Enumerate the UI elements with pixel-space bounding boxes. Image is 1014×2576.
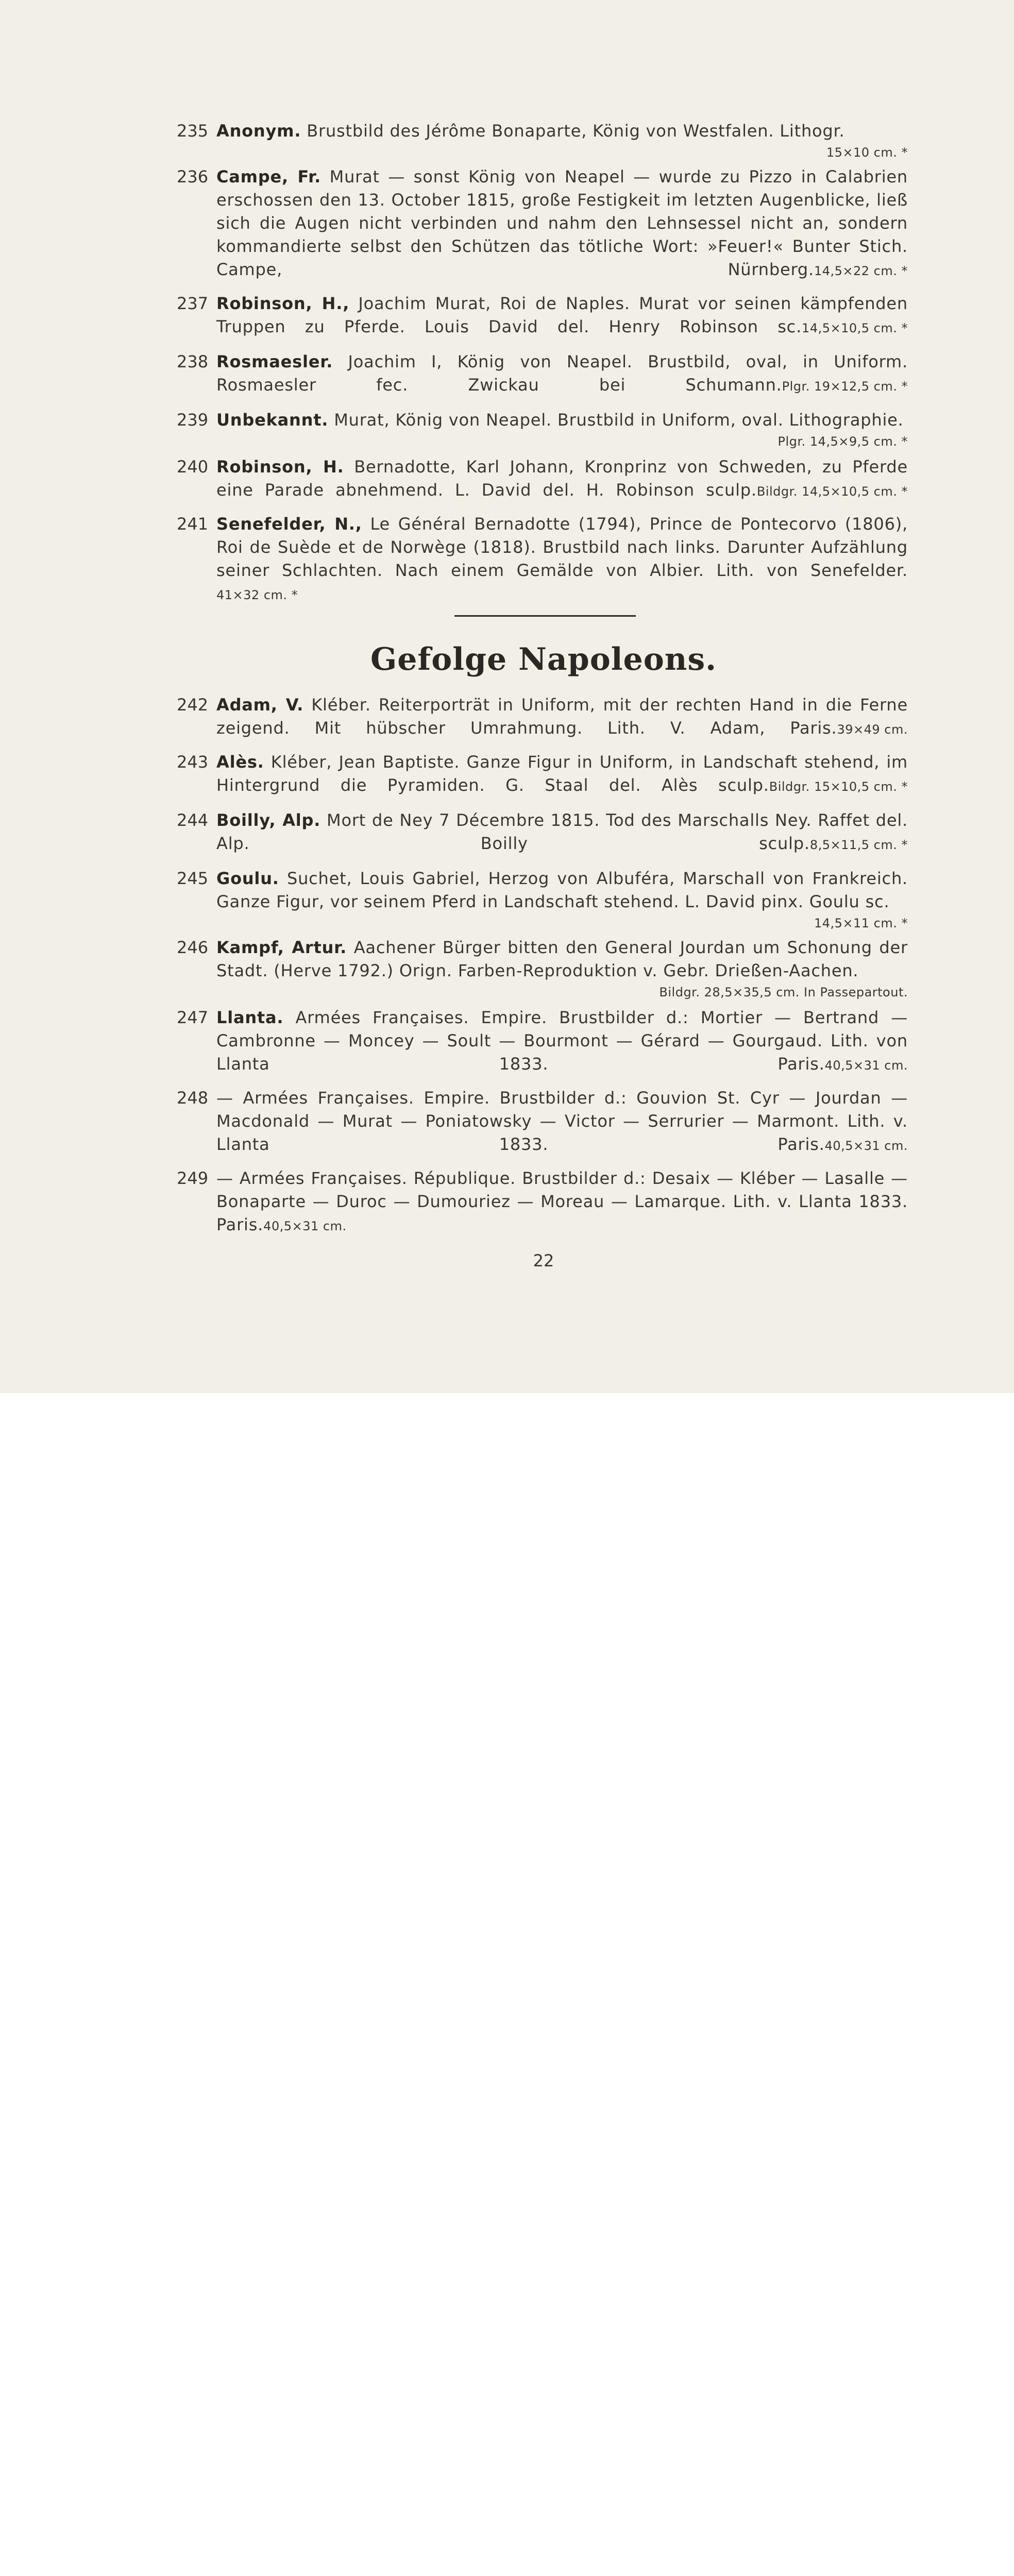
section-divider <box>454 615 636 617</box>
catalog-entry <box>177 1087 914 1158</box>
entry-measurement: Bildgr. 15×10,5 cm. * <box>769 779 908 794</box>
catalog-entries-top <box>177 120 914 615</box>
entry-number: 240 <box>177 457 209 477</box>
entry-measurement: Plgr. 14,5×9,5 cm. * <box>778 434 908 449</box>
entry-description: Brustbild des Jérôme Bonaparte, König von Westfalen. Lithogr. <box>301 121 845 141</box>
entry-text <box>216 809 908 857</box>
entry-measurement: 40,5×31 cm. <box>824 1139 908 1153</box>
entry-text <box>216 867 908 913</box>
entry-artist-name: Rosmaesler. <box>216 352 333 371</box>
entry-artist-name: Unbekannt. <box>216 410 329 430</box>
entry-number: 238 <box>177 352 209 371</box>
entry-description: Kléber. Reiterporträt in Uniform, mit der rechten Hand in die Ferne zeigend. Mit hübscher Umrahmung. Lith. V. Adam, Paris. <box>216 695 908 738</box>
entry-artist-name: Anonym. <box>216 121 301 141</box>
catalog-entry <box>177 936 914 1002</box>
entry-description: Bernadotte, Karl Johann, Kronprinz von Schweden, zu Pferde eine Parade abnehmend. L. David del. H. Robinson sculp. <box>216 457 908 500</box>
catalog-entry <box>177 165 914 283</box>
footer-bar <box>0 1393 1014 1476</box>
entry-description: Murat, König von Neapel. Brustbild in Uniform, oval. Lithographie. <box>328 410 904 430</box>
entry-text <box>216 120 908 143</box>
catalog-entry <box>177 455 914 503</box>
entry-measurement: 15×10 cm. * <box>826 145 908 160</box>
entry-number: 241 <box>177 514 209 534</box>
entry-description: Suchet, Louis Gabriel, Herzog von Albuféra, Marschall von Frankreich. Ganze Figur, vor seinem Pferd in Landschaft stehend. L. David pinx. Goulu sc. <box>216 869 908 911</box>
entry-description: — Armées Françaises. République. Brustbilder d.: Desaix — Kléber — Lasalle — Bonaparte — Duroc — Dumouriez — Moreau — Lamarque. Lith. v. Llanta 1833. Paris. <box>216 1168 908 1234</box>
section-title: Gefolge Napoleons. <box>370 641 717 677</box>
catalog-entry <box>177 1167 914 1238</box>
catalog-entry <box>177 809 914 857</box>
entry-artist-name: Robinson, H. <box>216 457 344 477</box>
entry-text <box>216 693 908 741</box>
entry-artist-name: Robinson, H., <box>216 294 350 313</box>
catalog-entry <box>177 693 914 741</box>
entry-number: 237 <box>177 294 209 313</box>
entry-measurement: Plgr. 19×12,5 cm. * <box>782 379 908 394</box>
entry-number: 246 <box>177 938 209 957</box>
entry-text <box>216 751 908 799</box>
entry-text <box>216 1167 908 1238</box>
entry-measurement: 40,5×31 cm. <box>263 1219 347 1233</box>
entry-number: 245 <box>177 869 209 888</box>
entry-text <box>216 1087 908 1158</box>
entry-artist-name: Alès. <box>216 752 264 772</box>
entry-number: 236 <box>177 167 209 187</box>
catalog-entry <box>177 292 914 340</box>
page-number: 22 <box>533 1251 554 1270</box>
entry-number: 249 <box>177 1168 209 1188</box>
entry-artist-name: Senefelder, N., <box>216 514 362 534</box>
catalog-entry <box>177 751 914 799</box>
entry-description: Joachim I, König von Neapel. Brustbild, oval, in Uniform. Rosmaesler fec. Zwickau bei Schumann. <box>216 352 908 395</box>
catalog-entry <box>177 513 914 607</box>
entry-description: Aachener Bürger bitten den General Jourdan um Schonung der Stadt. (Herve 1792.) Orign. Farben-Reproduktion v. Gebr. Drießen-Aachen. <box>216 938 908 980</box>
entry-text <box>216 936 908 982</box>
entry-text <box>216 409 908 432</box>
entry-artist-name: Goulu. <box>216 869 279 888</box>
entry-description: Le Général Bernadotte (1794), Prince de Pontecorvo (1806), Roi de Suède et de Norwège (1818). Brustbild nach links. Darunter Aufzählung seiner Schlachten. Nach einem Gemälde von Albier. Lith. von Senefelder. <box>216 514 908 580</box>
entry-artist-name: Llanta. <box>216 1008 284 1027</box>
entry-text <box>216 350 908 398</box>
entry-number: 244 <box>177 810 209 830</box>
entry-description: Armées Françaises. Empire. Brustbilder d.: Mortier — Bertrand — Cambronne — Moncey — Soult — Bourmont — Gérard — Gourgaud. Lith. von Llanta 1833. Paris. <box>216 1008 908 1074</box>
entry-text <box>216 1006 908 1077</box>
entry-description: — Armées Françaises. Empire. Brustbilder d.: Gouvion St. Cyr — Jourdan — Macdonald — Murat — Poniatowsky — Victor — Serrurier — Marmont. Lith. v. Llanta 1833. Paris. <box>216 1088 908 1154</box>
entry-measurement: 8,5×11,5 cm. * <box>809 838 908 852</box>
entry-description: Joachim Murat, Roi de Naples. Murat vor seinen kämpfenden Truppen zu Pferde. Louis David del. Henry Robinson sc. <box>216 294 908 336</box>
entry-text <box>216 165 908 283</box>
entry-number: 243 <box>177 752 209 772</box>
entry-number: 247 <box>177 1008 209 1027</box>
entry-number: 248 <box>177 1088 209 1108</box>
catalog-entry <box>177 1006 914 1077</box>
entry-measurement: Bildgr. 28,5×35,5 cm. In Passepartout. <box>659 985 908 999</box>
entry-number: 239 <box>177 410 209 430</box>
entry-artist-name: Boilly, Alp. <box>216 810 321 830</box>
catalog-entries-bottom <box>177 693 914 1246</box>
entry-text <box>216 513 908 607</box>
entry-description: Murat — sonst König von Neapel — wurde zu Pizzo in Calabrien erschossen den 13. October 1815, große Festigkeit im letzten Augenblicke, ließ sich die Augen nicht verbinden und nahm den Lehnsessel nicht an, sondern kommandierte selbst den Schützen das tötliche Wort: »Feuer!« Bunter Stich. Campe, Nürnberg. <box>216 167 908 279</box>
entry-number: 235 <box>177 121 209 141</box>
catalog-entry <box>177 120 914 162</box>
entry-artist-name: Campe, Fr. <box>216 167 322 187</box>
catalog-entry <box>177 350 914 398</box>
entry-measurement: 14,5×10,5 cm. * <box>802 321 908 335</box>
entry-text <box>216 455 908 503</box>
entry-description: Kléber, Jean Baptiste. Ganze Figur in Uniform, in Landschaft stehend, im Hintergrund die Pyramiden. G. Staal del. Alès sculp. <box>216 752 908 795</box>
entry-measurement: Bildgr. 14,5×10,5 cm. * <box>756 484 908 499</box>
entry-measurement: 40,5×31 cm. <box>824 1058 908 1073</box>
entry-number: 242 <box>177 695 209 715</box>
entry-measurement: 14,5×11 cm. * <box>814 916 908 930</box>
entry-measurement: 39×49 cm. <box>837 722 908 737</box>
entry-measurement: 14,5×22 cm. * <box>814 264 908 278</box>
entry-measurement: 41×32 cm. * <box>216 588 298 602</box>
entry-artist-name: Adam, V. <box>216 695 304 715</box>
entry-artist-name: Kampf, Artur. <box>216 938 347 957</box>
catalog-entry <box>177 409 914 451</box>
entry-description: Mort de Ney 7 Décembre 1815. Tod des Marschalls Ney. Raffet del. Alp. Boilly sculp. <box>216 810 908 853</box>
catalog-entry <box>177 867 914 933</box>
entry-text <box>216 292 908 340</box>
